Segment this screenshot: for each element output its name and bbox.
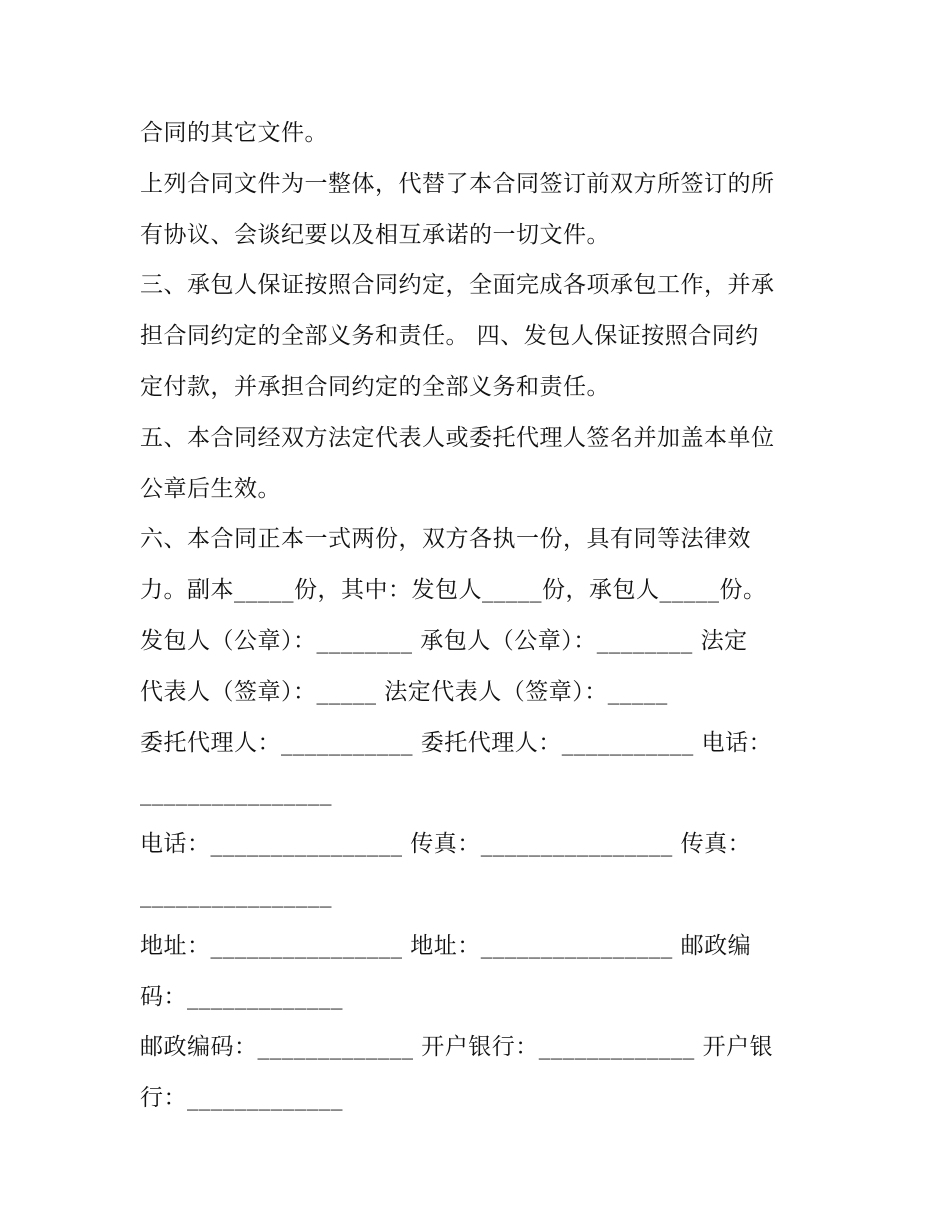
clause-five-line: 五、本合同经双方法定代表人或委托代理人签名并加盖本单位 xyxy=(140,424,775,451)
bank-line: 邮政编码：_____________ 开户银行：_____________ 开户银 xyxy=(140,1034,774,1061)
phone-fax-line: 电话：________________ 传真：________________ 传真： xyxy=(140,831,752,858)
text-line: 合同的其它文件。 xyxy=(140,120,328,146)
address-line: 地址：________________ 地址：________________ 邮政编 xyxy=(140,932,752,959)
text-line: 有协议、会谈纪要以及相互承诺的一切文件。 xyxy=(140,221,610,248)
text-line: 上列合同文件为一整体，代替了本合同签订前双方所签订的所 xyxy=(140,170,775,197)
blank-line: ________________ xyxy=(140,881,332,908)
signature-seal-line: 发包人（公章）：________ 承包人（公章）：________ 法定 xyxy=(140,627,748,654)
postal-code-line: 码：_____________ xyxy=(140,983,343,1010)
contract-body xyxy=(140,108,820,1124)
text-line: 定付款，并承担合同约定的全部义务和责任。 xyxy=(140,373,610,400)
copies-line: 力。副本_____份，其中：发包人_____份，承包人_____份。 xyxy=(140,577,767,604)
legal-representative-line: 代表人（签章）：_____ 法定代表人（签章）：_____ xyxy=(140,678,668,705)
clause-three-line: 三、承包人保证按照合同约定，全面完成各项承包工作，并承 xyxy=(140,272,775,299)
clause-six-line: 六、本合同正本一式两份，双方各执一份，具有同等法律效 xyxy=(140,526,751,553)
agent-line: 委托代理人：___________ 委托代理人：___________ 电话： xyxy=(140,729,773,756)
text-line: 公章后生效。 xyxy=(140,475,281,502)
blank-line: ________________ xyxy=(140,780,332,807)
bank-blank-line: 行：_____________ xyxy=(140,1085,343,1112)
clause-four-line: 担合同约定的全部义务和责任。 四、发包人保证按照合同约 xyxy=(140,323,759,350)
